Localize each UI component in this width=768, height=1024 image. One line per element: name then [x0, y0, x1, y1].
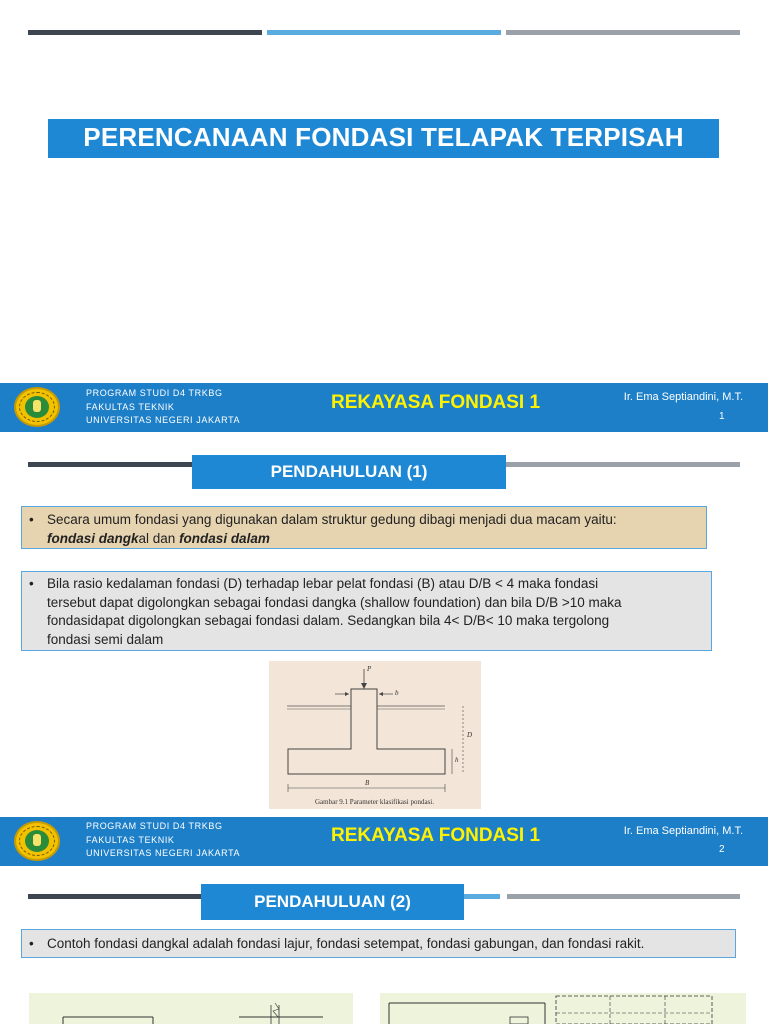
conjunction: al dan: [138, 531, 180, 546]
bullet-box-1: • Contoh fondasi dangkal adalah fondasi lajur, fondasi setempat, fondasi gabungan, dan fondasi rakit.: [21, 929, 736, 958]
footer-program: PROGRAM STUDI D4 TRKBG: [86, 821, 223, 831]
top-bar-dark: [28, 30, 262, 35]
page-number: 2: [719, 844, 725, 855]
header-bar-left: [28, 894, 202, 899]
label-b-top: b: [395, 689, 399, 697]
label-p: P: [367, 665, 372, 673]
mat-footing-sketch: [380, 993, 746, 1024]
header-bar-right: [505, 462, 740, 467]
strip-footing-figure: [29, 993, 353, 1024]
university-seal-icon: [14, 387, 60, 427]
label-b: B: [365, 779, 370, 787]
footer-institution: [86, 820, 240, 861]
footer-course-title: REKAYASA FONDASI 1: [331, 392, 541, 413]
bullet-line-3: fondasidapat digolongkan sebagai fondasi dalam. Sedangkan bila 4< D/B< 10 maka tergolong: [47, 613, 610, 628]
footer-faculty: FAKULTAS TEKNIK: [86, 834, 175, 845]
bullet-line-1: Bila rasio kedalaman fondasi (D) terhadap lebar pelat fondasi (B) atau D/B < 4 maka fondasi: [47, 576, 599, 591]
header-bar-left: [28, 462, 194, 467]
term-shallow: fondasi dangk: [47, 531, 139, 546]
label-h: h: [455, 756, 459, 764]
bullet-text: Secara umum fondasi yang digunakan dalam struktur gedung dibagi menjadi dua macam yaitu:: [47, 512, 617, 527]
bullet-box-1: • Secara umum fondasi yang digunakan dalam struktur gedung dibagi menjadi dua macam yaitu: fondasi dangkal dan fondasi dalam: [21, 506, 707, 549]
footer-university: UNIVERSITAS NEGERI JAKARTA: [86, 848, 241, 858]
header-bar-right: [507, 894, 740, 899]
label-d: D: [467, 731, 473, 739]
bullet-text: Contoh fondasi dangkal adalah fondasi lajur, fondasi setempat, fondasi gabungan, dan fondasi rakit.: [47, 936, 645, 951]
footer-lecturer: Ir. Ema Septiandini, M.T.: [623, 391, 743, 403]
mat-footing-figure: [380, 993, 746, 1024]
slide-title: PERENCANAAN FONDASI TELAPAK TERPISAH: [48, 119, 719, 158]
footer-lecturer: Ir. Ema Septiandini, M.T.: [623, 825, 743, 837]
slide-footer-1: [0, 383, 768, 432]
bullet-box-2: • Bila rasio kedalaman fondasi (D) terhadap lebar pelat fondasi (B) atau D/B < 4 maka fondasi tersebut dapat digolongkan sebagai fondasi dangka (shallow foundation) dan bila D/B >10 maka fondasidapat digolongkan sebagai fondasi dalam. Sedangkan bila 4< D/B< 10 maka tergolong fondasi semi dalam: [21, 571, 712, 651]
bullet-line-2: tersebut dapat digolongkan sebagai fondasi dangka (shallow foundation) dan bila D/B >10 maka: [47, 594, 622, 610]
bullet-line-4: fondasi semi dalam: [47, 631, 164, 647]
footer-faculty: FAKULTAS TEKNIK: [86, 401, 175, 412]
figure-caption: Gambar 9.1 Parameter klasifikasi pondasi.: [315, 798, 434, 806]
university-seal-icon: [14, 821, 60, 861]
header-bar-mid: [462, 894, 500, 899]
page-number: 1: [719, 411, 725, 422]
footer-university: UNIVERSITAS NEGERI JAKARTA: [86, 415, 241, 425]
footer-course-title: REKAYASA FONDASI 1: [331, 825, 541, 846]
foundation-figure: [269, 661, 481, 809]
section-heading: PENDAHULUAN (1): [192, 455, 506, 489]
term-deep: fondasi dalam: [179, 531, 270, 546]
footer-institution: [86, 387, 240, 428]
foundation-diagram: [269, 661, 481, 809]
strip-footing-sketch: [29, 993, 353, 1024]
section-heading: PENDAHULUAN (2): [201, 884, 464, 920]
slide-footer-2: [0, 817, 768, 866]
top-bar-gray: [506, 30, 740, 35]
footer-program: PROGRAM STUDI D4 TRKBG: [86, 388, 223, 398]
top-bar-blue: [267, 30, 501, 35]
